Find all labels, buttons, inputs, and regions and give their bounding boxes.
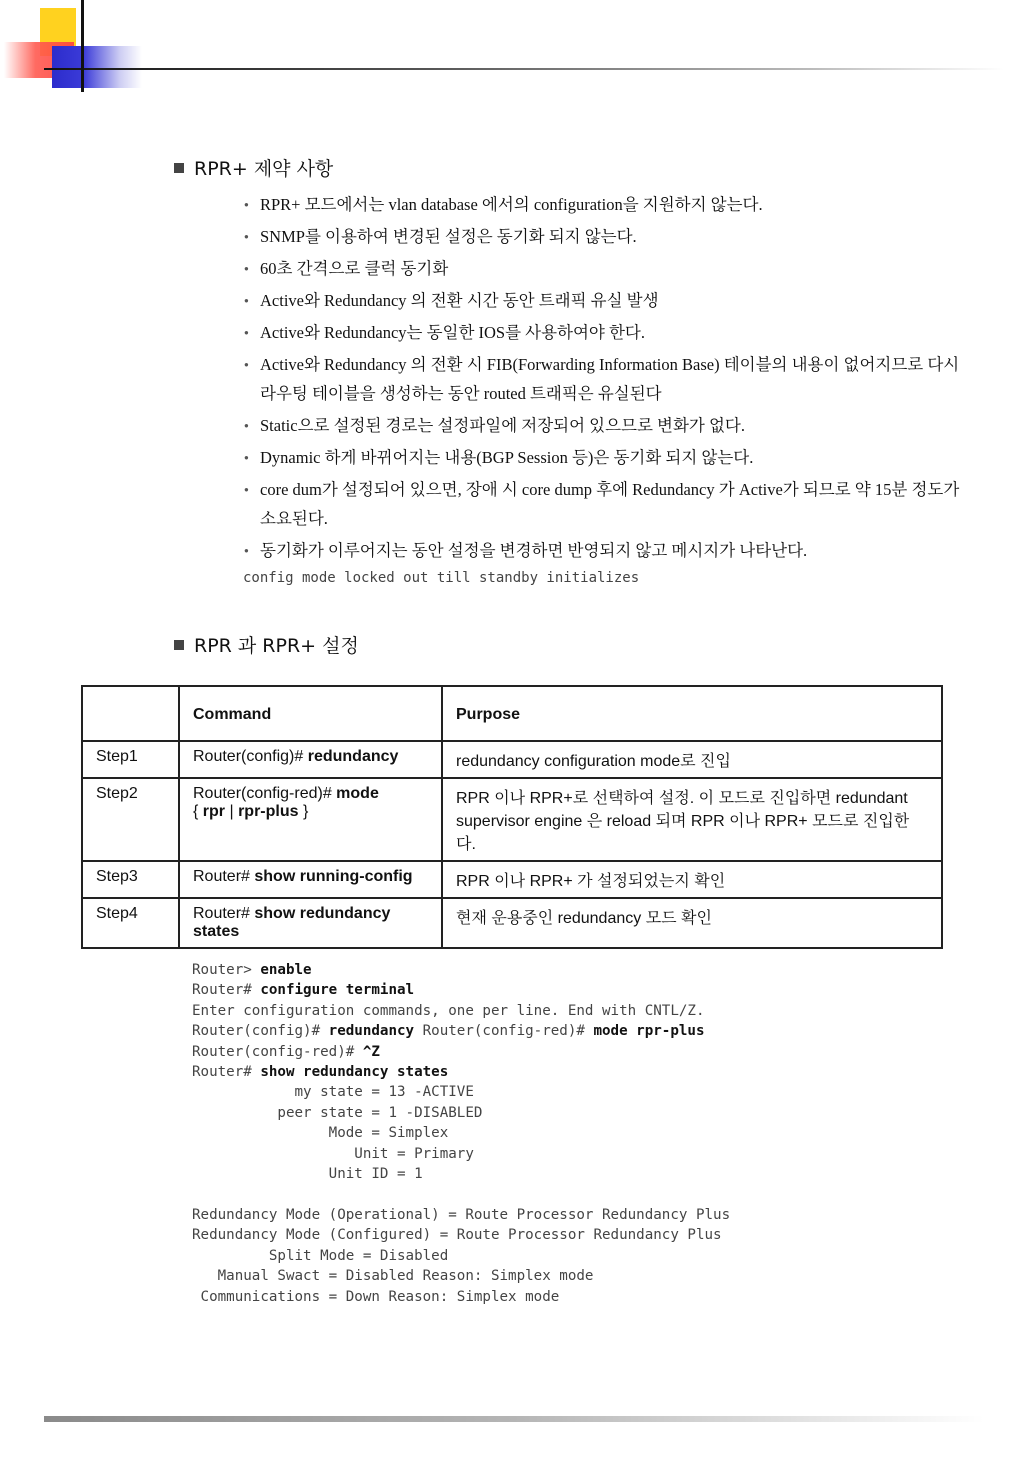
- limits-list: [244, 190, 964, 568]
- step-cell: Step1: [82, 741, 179, 778]
- list-item: ● 동기화가 이루어지는 동안 설정을 변경하면 반영되지 않고 메시지가 나타난다.: [244, 536, 964, 565]
- config-locked-note: config mode locked out till standby initializes: [243, 570, 640, 586]
- list-item: ● RPR+ 모드에서는 vlan database 에서의 configuration을 지원하지 않는다.: [244, 190, 964, 219]
- list-item: ● Active와 Redundancy 의 전환 시 FIB(Forwarding Information Base) 테이블의 내용이 없어지므로 다시 라우팅 테이블을 생성하는 동안 routed 트래픽은 유실된다: [244, 350, 964, 408]
- table-header-command: Command: [179, 686, 442, 741]
- list-item: ● Dynamic 하게 바뀌어지는 내용(BGP Session 등)은 동기화 되지 않는다.: [244, 443, 964, 472]
- purpose-cell: 현재 운용중인 redundancy 모드 확인: [442, 898, 942, 948]
- step-cell: Step2: [82, 778, 179, 861]
- table-row: [82, 778, 942, 861]
- command-cell: Router(config)# redundancy: [179, 741, 442, 778]
- section-heading-rpr-config: [174, 631, 359, 658]
- table-header-row: [82, 686, 942, 741]
- list-item: ● core dum가 설정되어 있으면, 장애 시 core dump 후에 Redundancy 가 Active가 되므로 약 15분 정도가 소요된다.: [244, 475, 964, 533]
- list-item: ● Active와 Redundancy는 동일한 IOS를 사용하여야 한다.: [244, 318, 964, 347]
- cli-output: Router> enable Router# configure terminal Enter configuration commands, one per line. End with CNTL/Z. Router(config)# redundancy Router(config-red)# mode rpr-plus Router(config-red)# ^Z Router# show redundancy states my state = 13 -ACTIVE peer state = 1 -DISABLED Mode = Simplex Unit = Primary Unit ID = 1 Redundancy Mode (Operational) = Route Processor Redundancy Plus Redundancy Mode (Configured) = Route Processor Redundancy Plus Split Mode = Disabled Manual Swact = Disabled Reason: Simplex mode Communications = Down Reason: Simplex mode: [192, 962, 731, 1305]
- table-row: [82, 861, 942, 898]
- header-deco-vertical-line: [81, 0, 84, 92]
- table-header-purpose: Purpose: [442, 686, 942, 741]
- command-cell: Router# show running-config: [179, 861, 442, 898]
- config-steps-table: [81, 685, 943, 949]
- purpose-cell: redundancy configuration mode로 진입: [442, 741, 942, 778]
- table-header-cell: [82, 686, 179, 741]
- header-deco-blue-block: [52, 46, 142, 88]
- list-item: ● Static으로 설정된 경로는 설정파일에 저장되어 있으므로 변화가 없다.: [244, 411, 964, 440]
- purpose-cell: RPR 이나 RPR+로 선택하여 설정. 이 모드로 진입하면 redundant supervisor engine 은 reload 되며 RPR 이나 RPR+ 모드로 진입한다.: [442, 778, 942, 861]
- table-row: [82, 741, 942, 778]
- command-cell: Router(config-red)# mode { rpr | rpr-plus }: [179, 778, 442, 861]
- command-cell: Router# show redundancy states: [179, 898, 442, 948]
- square-bullet-icon: [174, 163, 184, 173]
- section-title: RPR 과 RPR+ 설정: [194, 635, 359, 657]
- list-item: ● Active와 Redundancy 의 전환 시간 동안 트래픽 유실 발생: [244, 286, 964, 315]
- purpose-cell: RPR 이나 RPR+ 가 설정되었는지 확인: [442, 861, 942, 898]
- list-item: ● 60초 간격으로 클럭 동기화: [244, 254, 964, 283]
- section-heading-rpr-plus-limits: [174, 154, 333, 181]
- section-title: RPR+ 제약 사항: [194, 158, 334, 180]
- step-cell: Step3: [82, 861, 179, 898]
- header-rule: [44, 68, 1004, 70]
- step-cell: Step4: [82, 898, 179, 948]
- table-row: [82, 898, 942, 948]
- list-item: ● SNMP를 이용하여 변경된 설정은 동기화 되지 않는다.: [244, 222, 964, 251]
- square-bullet-icon: [174, 640, 184, 650]
- footer-rule: [44, 1416, 984, 1422]
